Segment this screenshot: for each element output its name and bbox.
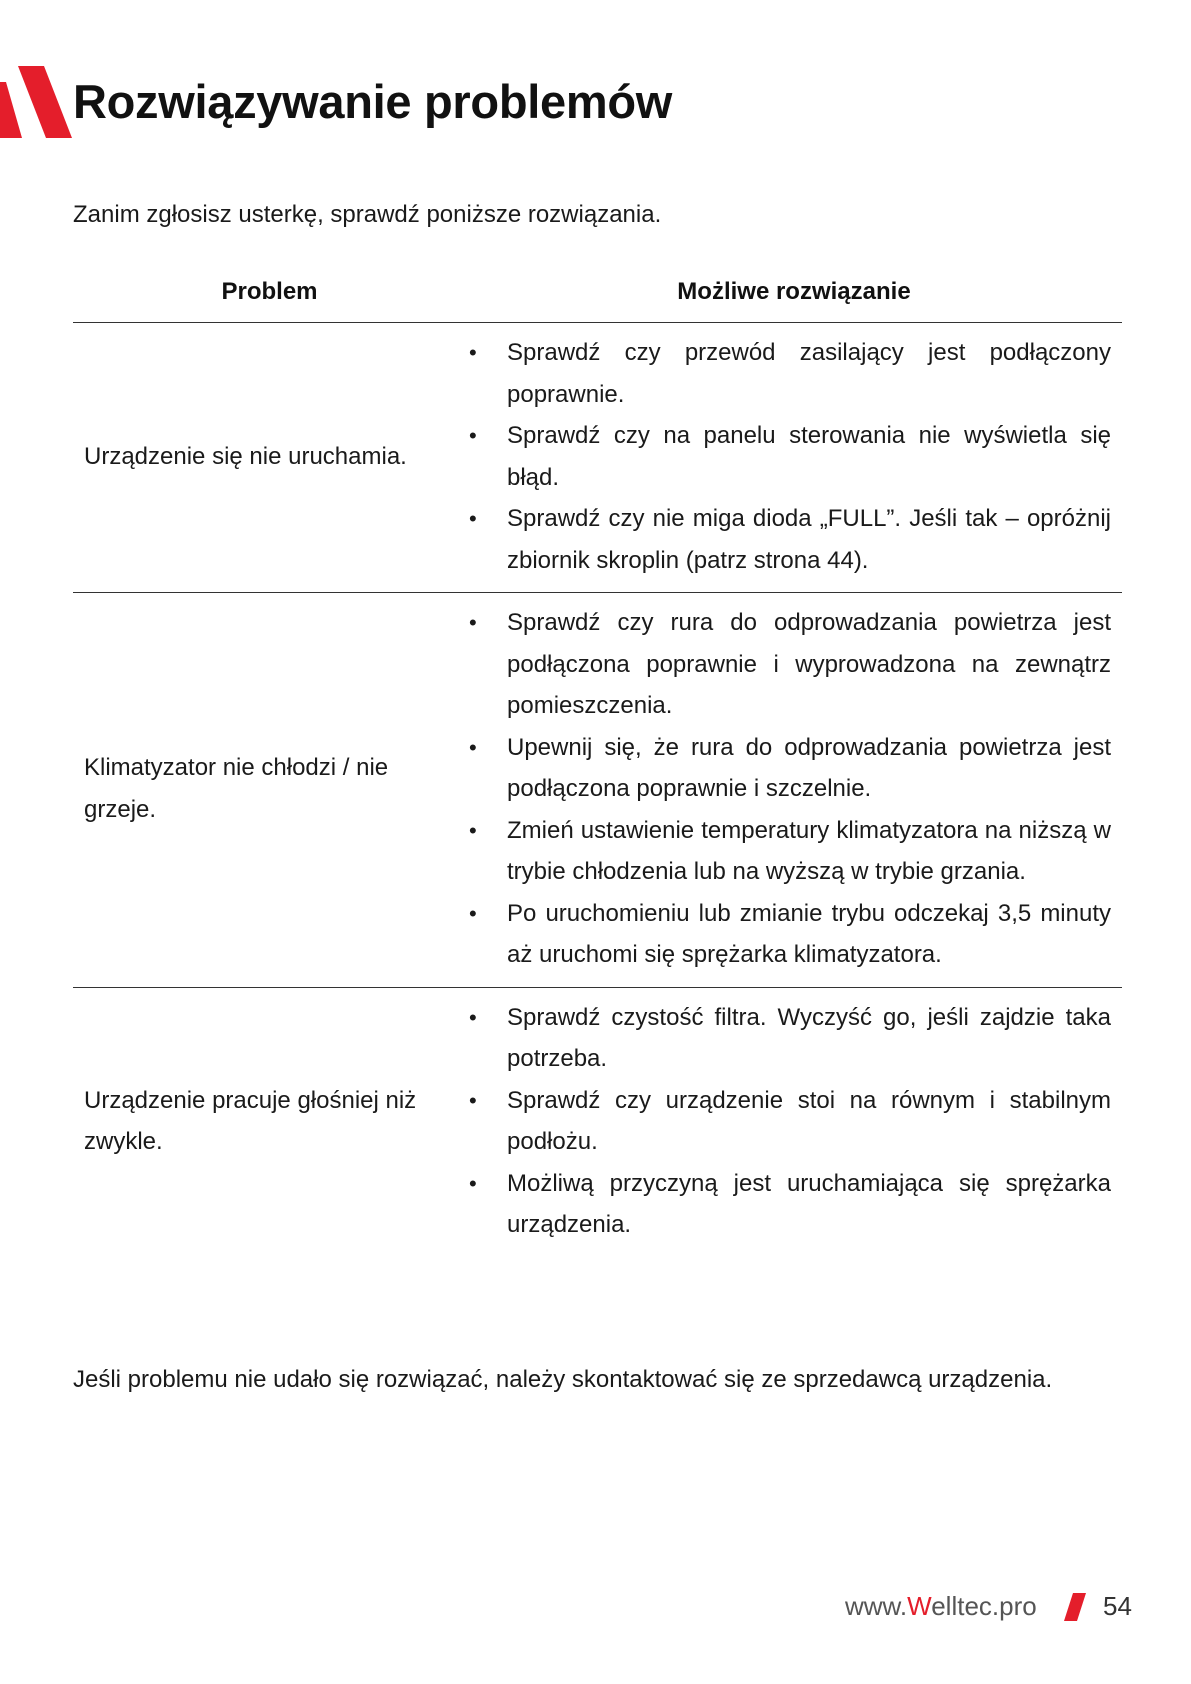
- solution-item: [466, 415, 1122, 498]
- solution-text: Sprawdź czy nie miga dioda „FULL”. Jeśli tak – opróżnij zbiornik skroplin (patrz strona 44).: [507, 505, 1111, 574]
- bullet-icon: •: [469, 734, 477, 760]
- problem-cell: Urządzenie pracuje głośniej niż zwykle.: [84, 1086, 417, 1155]
- bullet-icon: •: [469, 1170, 477, 1196]
- solution-text: Upewnij się, że rura do odprowadzania powietrza jest podłączona poprawnie i szczelnie.: [507, 733, 1111, 802]
- bullet-icon: •: [469, 1087, 477, 1113]
- bullet-icon: •: [469, 506, 477, 531]
- solution-item: [466, 727, 1122, 810]
- solution-text: Możliwą przyczyną jest uruchamiająca się sprężarka urządzenia.: [507, 1169, 1111, 1238]
- solution-text: Po uruchomieniu lub zmianie trybu odczekaj 3,5 minuty aż uruchomi się sprężarka klimatyzatora.: [507, 899, 1111, 968]
- solution-item: [466, 997, 1122, 1080]
- problem-cell: Klimatyzator nie chłodzi / nie grzeje.: [73, 593, 466, 988]
- table-row: [73, 593, 1122, 988]
- solution-text: Sprawdź czy na panelu sterowania nie wyświetla się błąd.: [507, 422, 1111, 491]
- red-slash-icon: [1064, 1593, 1086, 1621]
- solution-list: [466, 602, 1122, 976]
- problem-cell: Urządzenie się nie uruchamia.: [73, 323, 466, 593]
- solution-text: Zmień ustawienie temperatury klimatyzatora na niższą w trybie chłodzenia lub na wyższą w trybie grzania.: [507, 816, 1111, 885]
- table-row: [73, 987, 1122, 1257]
- table-row: [73, 323, 1122, 593]
- page-footer: [845, 1591, 1135, 1627]
- intro-text: Zanim zgłosisz usterkę, sprawdź poniższe rozwiązania.: [73, 201, 662, 228]
- contact-note: Jeśli problemu nie udało się rozwiązać, należy skontaktować się ze sprzedawcą urządzenia.: [73, 1366, 1053, 1393]
- solution-item: [466, 893, 1122, 976]
- bullet-icon: •: [469, 610, 477, 635]
- bullet-icon: •: [469, 423, 477, 448]
- solution-item: [466, 332, 1122, 415]
- table-header-row: [73, 270, 1122, 323]
- solution-cell: [466, 987, 1122, 1257]
- page-title: Rozwiązywanie problemów: [73, 75, 672, 128]
- url-accent-letter: W: [907, 1591, 932, 1621]
- solution-cell: [466, 323, 1122, 593]
- solution-item: [466, 498, 1122, 581]
- header-solution: Możliwe rozwiązanie: [466, 270, 1122, 323]
- solution-item: [466, 602, 1122, 727]
- bullet-icon: •: [469, 817, 477, 843]
- bullet-icon: •: [469, 900, 477, 926]
- page-number: 54: [1103, 1591, 1132, 1621]
- solution-item: [466, 810, 1122, 893]
- solution-item: [466, 1080, 1122, 1163]
- solution-text: Sprawdź czy przewód zasilający jest podłączony poprawnie.: [507, 339, 1111, 408]
- url-prefix: www.: [845, 1591, 908, 1621]
- solution-item: [466, 1163, 1122, 1246]
- solution-text: Sprawdź czy urządzenie stoi na równym i stabilnym podłożu.: [507, 1086, 1111, 1155]
- url-rest: elltec.pro: [931, 1591, 1037, 1621]
- solution-text: Sprawdź czystość filtra. Wyczyść go, jeśli zajdzie taka potrzeba.: [507, 1003, 1111, 1072]
- website-link[interactable]: [845, 1591, 1037, 1622]
- bullet-icon: •: [469, 1004, 477, 1030]
- solution-cell: [466, 593, 1122, 988]
- red-slash-mark-icon: [0, 66, 72, 138]
- bullet-icon: •: [469, 340, 477, 365]
- header-problem: Problem: [73, 270, 466, 323]
- solution-list: [466, 332, 1122, 581]
- solution-list: [466, 997, 1122, 1246]
- troubleshooting-table: [73, 270, 1122, 1257]
- solution-text: Sprawdź czy rura do odprowadzania powietrza jest podłączona poprawnie i wyprowadzona na zewnątrz pomieszczenia.: [507, 609, 1111, 719]
